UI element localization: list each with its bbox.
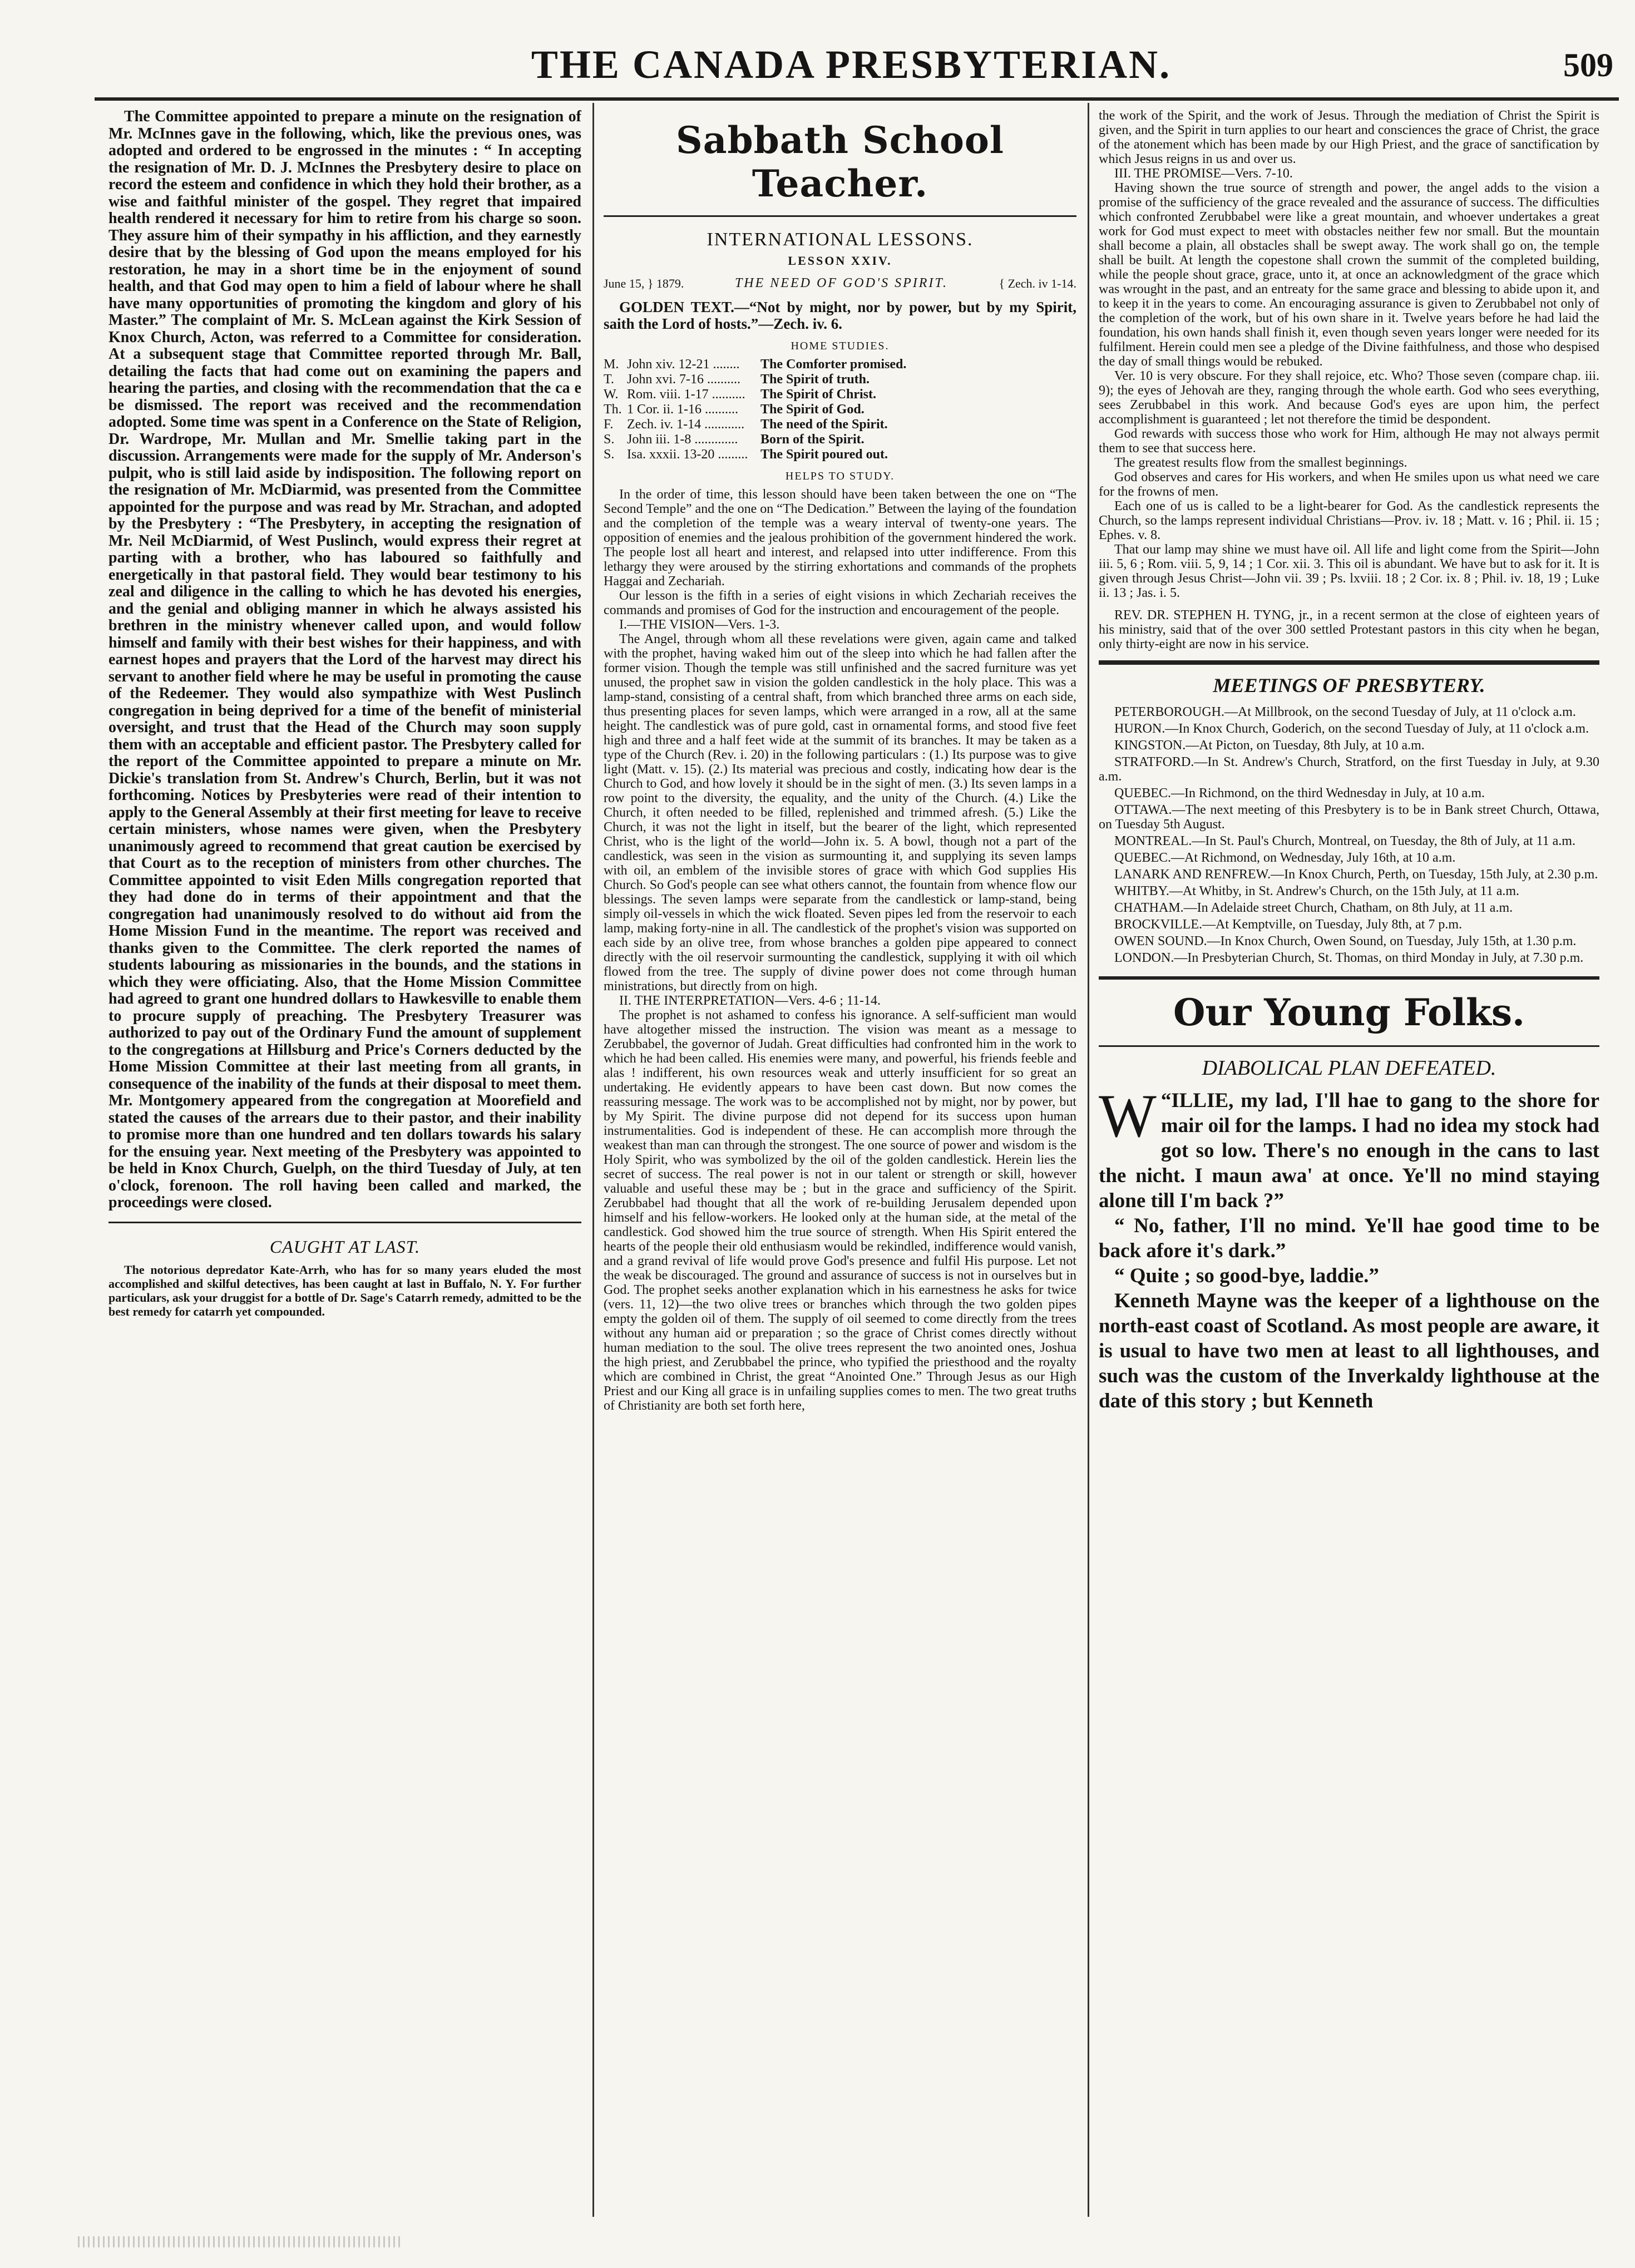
- story-paragraph: Kenneth Mayne was the keeper of a lighthouse on the north-east coast of Scotland. As most people are aware, it is usual to have two men at least to all lighthouses, and such was the custom of the Inverkaldy lighthouse at the date of this story ; but Kenneth: [1099, 1289, 1599, 1412]
- presbytery-report: The Committee appointed to prepare a minute on the resignation of Mr. McInnes gave in the following, which, like the previous ones, was adopted and ordered to be engrossed in the minutes : “ In accepting the resignation of Mr. D. J. McInnes the Presbytery desire to place on record the esteem and confidence in which they hold their brother, as a wise and faithful minister of the gospel. They regret that impaired health rendered it necessary for him to retire from his charge so soon. They assure him of their sympathy in his affliction, and they earnestly desire that by the blessing of God upon the means employed for his restoration, he may in a short time be in the enjoyment of sound health, and that God may open to him a field of labour where he shall have many opportunities of promoting the kingdom and glory of his Master.” The complaint of Mr. S. McLean against the Kirk Session of Knox Church, Acton, was referred to a Committee for consideration. At a subsequent stage that Committee reported through Mr. Ball, detailing the facts that had come out on examining the papers and hearing the parties, and closing with the recommendation that the ca e be dismissed. The report was received and the recommendation adopted. Some time was spent in a Conference on the State of Religion, Dr. Wardrope, Mr. Mullan and Mr. Smellie taking part in the discussion. Arrangements were made for the supply of Mr. Anderson's pulpit, who is still laid aside by indisposition. The following report on the resignation of Mr. McDiarmid, was presented from the Committee appointed for the purpose and was read by Mr. Strachan, and adopted by the Presbytery : “The Presbytery, in accepting the resignation of Mr. Neil McDiarmid, of West Puslinch, would express their regret at parting with a brother, who has laboured so faithfully and energetically in that pastoral field. They would bear testimony to his zeal and diligence in the calling to which he has devoted his energies, and the genial and obliging manner in which he always assisted his brethren in the ministry whenever called upon, and would follow himself and family with their best wishes for their happiness, and with earnest hopes and prayers that the Lord of the harvest may direct his servant to another field where he may be useful in promoting the cause of the Redeemer. They would also sympathize with West Puslinch congregation in being deprived for a time of the benefit of ministerial oversight, and trust that the Head of the Church may soon supply them with an acceptable and efficient pastor. The Presbytery called for the report of the Committee appointed to prepare a minute on Mr. Dickie's translation from St. Andrew's Church, Berlin, but it was not forthcoming. Notices by Presbyteries were read of their intention to apply to the General Assembly at their first meeting for leave to receive certain ministers, whose names were given, when the Presbytery unanimously agreed to recommend that great caution be exercised by that Court as to the reception of ministers from other churches. The Committee appointed to visit Eden Mills congregation reported that they had done do in terms of their appointment and that the congregation had unanimously resolved to do without aid from the Home Mission Fund in the meantime. The report was received and thanks given to the Committee. The clerk reported the names of students labouring as missionaries in the bounds, and the stations in which they were officiating. Also, that the Home Mission Committee had agreed to grant one hundred dollars to Hawkesville to enable them to procure supply of preaching. The Presbytery Treasurer was authorized to pay out of the Ordinary Fund the amount of supplement to the congregations at Hillsburg and Price's Corners deducted by the Home Mission Committee at their last meeting from all grants, in consequence of the inability of the funds at their disposal to meet them. Mr. Montgomery appeared from the congregation at Moorefield and stated the causes of the arrears due to their pastor, and their inability to promise more than one hundred and ten dollars towards his salary for the ensuing year. Next meeting of the Presbytery was appointed to be held in Knox Church, Guelph, on the third Tuesday of July, at ten o'clock, forenoon. The roll having been called and marked, the proceedings were closed.: [108, 108, 581, 1211]
- page-number: 509: [1563, 47, 1613, 83]
- study-topic: The Comforter promised.: [760, 357, 907, 372]
- masthead: [83, 31, 1619, 92]
- column-1: [108, 108, 581, 2211]
- lesson-paragraph: Each one of us is called to be a light-bearer for God. As the candlestick represents the Church, so the lamps represent individual Christians—Prov. iv. 18 ; Matt. v. 16 ; Phil. ii. 15 ; Ephes. v. 8.: [1099, 499, 1599, 542]
- helps-paragraph: Our lesson is the fifth in a series of eight visions in which Zechariah receives the commands and promises of God for the instruction and encouragement of the people.: [604, 589, 1076, 617]
- study-topic: The Spirit of Christ.: [760, 387, 877, 402]
- study-ref: John xiv. 12-21 ........: [627, 357, 740, 372]
- lesson-date: June 15, } 1879.: [604, 276, 684, 290]
- lesson-number: LESSON XXIV.: [788, 254, 892, 268]
- lesson-paragraph: Ver. 10 is very obscure. For they shall rejoice, etc. Who? Those seven (compare chap. iii. 9); the eyes of Jehovah are they, ranging through the whole earth. God who sees everything, sees Zerubbabel in this work. And because God's eyes are upon him, the perfect accomplishment is guaranteed ; let not therefore the timid be despondent.: [1099, 369, 1599, 427]
- column-2: [604, 108, 1076, 2211]
- study-ref: 1 Cor. ii. 1-16 ..........: [627, 402, 739, 417]
- study-day: Th.: [604, 402, 622, 417]
- helps-paragraph: In the order of time, this lesson should have been taken between the one on “The Second Temple” and the one on “The Dedication.” Between the laying of the foundation and the completion of the temple was a weary interval of twenty-one years. The opposition of enemies and the jealous prohibition of the government hindered the work. The people lost all heart and interest, and relapsed into utter indifference. From this lethargy they were aroused by the stirring exhortations and commands of the prophets Haggai and Zechariah.: [604, 487, 1076, 589]
- lessons-heading: INTERNATIONAL LESSONS.: [707, 229, 974, 250]
- story-body: [1099, 1082, 1599, 1414]
- study-ref: John xvi. 7-16 ..........: [627, 372, 740, 387]
- list-item: MONTREAL.—In St. Paul's Church, Montreal, on Tuesday, the 8th of July, at 11 a.m.: [1114, 834, 1575, 848]
- study-day: S.: [604, 447, 615, 462]
- lesson-title: THE NEED OF GOD'S SPIRIT.: [734, 276, 948, 290]
- study-topic: The need of the Spirit.: [760, 417, 888, 432]
- table-row: [604, 432, 1076, 447]
- home-studies-heading: HOME STUDIES.: [791, 340, 890, 352]
- lesson-paragraph: The greatest results flow from the smallest beginnings.: [1114, 456, 1407, 470]
- lesson-info: [604, 276, 1076, 291]
- meetings-list: [1099, 705, 1599, 965]
- lesson-paragraph: That our lamp may shine we must have oil. All life and light come from the Spirit—John iii. 5, 6 ; Rom. viii. 5, 9, 14 ; 1 Cor. xii. 3. This oil is abundant. We have but to ask for it. It is given through Jesus Christ—John vii. 39 ; Ps. lxviii. 18 ; 2 Cor. ix. 8 ; Phil. iv. 18, 19 ; Luke ii. 13 ; Jas. i. 5.: [1099, 542, 1599, 600]
- study-topic: Born of the Spirit.: [760, 432, 865, 447]
- section-heading-interpretation: II. THE INTERPRETATION—Vers. 4-6 ; 11-14.: [619, 994, 881, 1008]
- lesson-continued: the work of the Spirit, and the work of Jesus. Through the mediation of Christ the Spirit is given, and the Spirit in turn applies to our heart and consciences the grace of Christ, the grace of the atonement which has been made by our High Priest, and the grace of sanctification by which Jesus reigns in us and over us.: [1099, 108, 1599, 166]
- tyng-note: REV. DR. STEPHEN H. TYNG, jr., in a recent sermon at the close of eighteen years of his ministry, said that of the over 300 settled Protestant pastors in this city when he began, only thirty-eight are now in his service.: [1099, 608, 1599, 651]
- list-item: PETERBOROUGH.—At Millbrook, on the second Tuesday of July, at 11 o'clock a.m.: [1114, 705, 1576, 719]
- list-item: CHATHAM.—In Adelaide street Church, Chatham, on 8th July, at 11 a.m.: [1114, 901, 1513, 915]
- list-item: STRATFORD.—In St. Andrew's Church, Stratford, on the first Tuesday in July, at 9.30 a.m.: [1099, 755, 1599, 784]
- list-item: KINGSTON.—At Picton, on Tuesday, 8th July, at 10 a.m.: [1114, 738, 1425, 753]
- open-quote: “: [1160, 1089, 1172, 1112]
- table-row: [604, 387, 1076, 402]
- header-rule: [95, 97, 1619, 101]
- list-item: WHITBY.—At Whitby, in St. Andrew's Church, on the 15th July, at 11 a.m.: [1114, 884, 1520, 898]
- study-topic: The Spirit of truth.: [760, 372, 870, 387]
- study-topic: The Spirit poured out.: [760, 447, 888, 462]
- table-row: [604, 417, 1076, 432]
- study-ref: Rom. viii. 1-17 ..........: [627, 387, 745, 402]
- helps-paragraph: The prophet is not ashamed to confess his ignorance. A self-sufficient man would have altogether missed the instruction. The vision was meant as a message to Zerubbabel, the governor of Judah. Great difficulties had confronted him in the work to which he had been called. His enemies were many, and powerful, his friends feeble and alas ! indifferent, his own resources weak and utterly insufficient for so great an undertaking. He evidently appears to have been cast down. But now comes the reassuring message. The work was to be accomplished not by might, nor by power, but by My Spirit. The divine purpose did not depend for its success upon human instrumentalities. God is independent of these. He can accomplish more through the weakest than man can through the strongest. The one source of power and wisdom is the Holy Spirit, who was symbolized by the oil of the golden candlestick. Herein lies the secret of success. The real power is not in our talent or strength or skill, however valuable and useful these may be ; but in the grace and sufficiency of the Spirit. Zerubbabel had thought that all the work of re-building Jerusalem depended upon himself and his fellow-workers. He looked only at the human side, at the metal of the candlestick. God showed him the true source of strength. When His Spirit entered the hearts of the people their old enthusiasm would be rekindled, indifference would vanish, and a grand revival of life would prove God's presence and fulfil His purpose. Let not the weak be discouraged. The ground and assurance of success is not in ourselves but in God. The prophet seeks another explanation which in his earnestness he asks for twice (vers. 11, 12)—the two olive trees or branches which through the two golden pipes empty the golden oil of them. The supply of oil seemed to come directly from the trees without any human aid or preparation ; so the grace of Christ comes directly without human mediation to the soul. The olive trees represent the two anointed ones, Joshua the high priest, and Zerubbabel the prince, who typified the priesthood and the royalty which are combined in Christ, the great “Anointed One.” Through Jesus as our High Priest and our King all grace is in unfailing supplies comes to men. The two great truths of Christianity are both set forth here,: [604, 1008, 1076, 1413]
- story-title: DIABOLICAL PLAN DEFEATED.: [1202, 1056, 1496, 1080]
- golden-text: GOLDEN TEXT.—“Not by might, nor by power, but by my Spirit, saith the Lord of hosts.”—Zech. iv. 6.: [604, 299, 1076, 332]
- study-ref: Zech. iv. 1-14 ............: [627, 417, 745, 432]
- caught-at-last-text: The notorious depredator Kate-Arrh, who has for so many years eluded the most accomplished and skilful detectives, has been caught at last in Buffalo, N. Y. For further particulars, ask your druggist for a bottle of Dr. Sage's Catarrh remedy, admitted to be the best remedy for catarrh yet compounded.: [108, 1262, 581, 1318]
- study-topic: The Spirit of God.: [760, 402, 865, 417]
- story-paragraph: ILLIE, my lad, I'll hae to gang to the shore for mair oil for the lamps. I had no idea my stock had got so low. There's no enough in the cans to last the nicht. I maun awa' at once. Ye'll no mind staying alone till I'm back ?”: [1099, 1089, 1599, 1212]
- story-paragraph: “ No, father, I'll no mind. Ye'll hae good time to be back afore it's dark.”: [1099, 1214, 1599, 1262]
- drop-cap: W: [1099, 1082, 1157, 1150]
- divider: [108, 1222, 581, 1223]
- column-divider-2: [1088, 103, 1089, 2217]
- divider: [1099, 660, 1599, 665]
- list-item: QUEBEC.—At Richmond, on Wednesday, July 16th, at 10 a.m.: [1114, 851, 1456, 865]
- table-row: [604, 402, 1076, 417]
- page-smudge: [78, 2236, 401, 2247]
- lesson-paragraph: Having shown the true source of strength and power, the angel adds to the vision a promise of the sufficiency of the grace revealed and the assurance of success. The difficulties which confronted Zerubbabel were like a great mountain, and whoever undertakes a great work for God must expect to meet with obstacles neither few nor small. But the mountain shall become a plain, all obstacles shall be swept away. The work shall go on, the temple shall be built. At length the copestone shall crown the summit of the completed building, while the people shout grace, grace, unto it, at once an acknowledgment of the grace which was wrought in the past, and an entreaty for the same grace and blessing to abide upon it, and to keep it in the years to come. An encouraging assurance is given to Zerubbabel not only of the completion of the work, but of his own share in it. Twelve years before he had laid the foundation, his own hands shall finish it, even though seven years longer were needed for its fulfilment. Herein could men see a pledge of the Divine faithfulness, and those who despised the day of small things would be rebuked.: [1099, 181, 1599, 369]
- list-item: OTTAWA.—The next meeting of this Presbytery is to be in Bank street Church, Ottawa, on Tuesday 5th August.: [1099, 803, 1599, 832]
- story-opening: [1099, 1082, 1599, 1213]
- meetings-title: MEETINGS OF PRESBYTERY.: [1213, 674, 1485, 696]
- list-item: LONDON.—In Presbyterian Church, St. Thomas, on third Monday in July, at 7.30 p.m.: [1114, 951, 1584, 965]
- lesson-paragraph: God observes and cares for His workers, and when He smiles upon us what need we care for the frowns of men.: [1099, 470, 1599, 499]
- study-ref: John iii. 1-8 .............: [627, 432, 738, 447]
- newspaper-title: THE CANADA PRESBYTERIAN.: [531, 42, 1172, 87]
- home-studies-table: [604, 357, 1076, 462]
- list-item: LANARK AND RENFREW.—In Knox Church, Perth, on Tuesday, 15th July, at 2.30 p.m.: [1114, 867, 1598, 882]
- column-divider-1: [592, 103, 594, 2217]
- study-day: F.: [604, 417, 614, 432]
- story-paragraph: “ Quite ; so good-bye, laddie.”: [1114, 1264, 1379, 1287]
- study-day: M.: [604, 357, 619, 372]
- column-3: [1099, 108, 1599, 2211]
- list-item: QUEBEC.—In Richmond, on the third Wednesday in July, at 10 a.m.: [1114, 786, 1485, 801]
- study-day: S.: [604, 432, 615, 447]
- caught-at-last-title: CAUGHT AT LAST.: [269, 1236, 421, 1257]
- list-item: OWEN SOUND.—In Knox Church, Owen Sound, on Tuesday, July 15th, at 1.30 p.m.: [1114, 934, 1577, 948]
- list-item: BROCKVILLE.—At Kemptville, on Tuesday, July 8th, at 7 p.m.: [1114, 917, 1463, 932]
- sabbath-school-banner: Sabbath School Teacher.: [604, 108, 1076, 217]
- section-heading-vision: I.—THE VISION—Vers. 1-3.: [619, 617, 780, 632]
- table-row: [604, 357, 1076, 372]
- section-heading-promise: III. THE PROMISE—Vers. 7-10.: [1114, 166, 1293, 181]
- study-day: T.: [604, 372, 614, 387]
- table-row: [604, 447, 1076, 462]
- table-row: [604, 372, 1076, 387]
- study-ref: Isa. xxxii. 13-20 .........: [627, 447, 748, 462]
- helps-paragraph: The Angel, through whom all these revelations were given, again came and talked with the prophet, having waked him out of the sleep into which he had fallen after the former vision. Though the temple was still unfinished and the sacred furniture was yet unused, the prophet saw in vision the golden candlestick in the holy place. This was a lamp-stand, consisting of a central shaft, from which branched three arms on each side, thus presenting places for seven lamps, which were arranged in a row, all at the same height. The candlestick was of pure gold, cast in ornamental forms, and stood five feet high and three and a half feet wide at the summit of its branches. It may be taken as a type of the Church (Rev. i. 20) in the following particulars : (1.) Its purpose was to give light (Matt. v. 15). (2.) Its material was precious and costly, indicating how dear is the Church to God, and how lovely it should be in the sight of men. (3.) Its seven lamps in a row point to the diversity, the equality, and the unity of the Church. (4.) Like the Church, it often needed to be filled, replenished and trimmed afresh. (5.) Like the Church, it was not the light in itself, but the bearer of the light, which represented Christ, who is the light of the world—John ix. 5. A bowl, though not a part of the candlestick, was seen in the vision as surmounting it, and supplying its seven lamps with oil, an emblem of the invisible stores of grace with which God supplies His Church. So God's people can see what others cannot, the fountain from whence flow our blessings. The seven lamps were separate from the candlestick or lamp-stand, being simply oil-vessels in which the wick floated. Seven pipes led from the reservoir to each lamp, making forty-nine in all. The candlestick of the prophet's vision was supported on each side by an olive tree, from whose branches a golden pipe appeared to connect directly with the oil reservoir surmounting the candlestick, supplying it with oil which flowed from the tree. The supply of divine power does not come through human ministrations, but directly from on high.: [604, 632, 1076, 994]
- lesson-reference: { Zech. iv 1-14.: [999, 276, 1076, 290]
- study-day: W.: [604, 387, 619, 402]
- list-item: HURON.—In Knox Church, Goderich, on the second Tuesday of July, at 11 o'clock a.m.: [1114, 722, 1589, 736]
- lesson-paragraph: God rewards with success those who work for Him, although He may not always permit them to see that success here.: [1099, 427, 1599, 456]
- helps-heading: HELPS TO STUDY.: [785, 470, 895, 482]
- young-folks-banner: Our Young Folks.: [1099, 976, 1599, 1047]
